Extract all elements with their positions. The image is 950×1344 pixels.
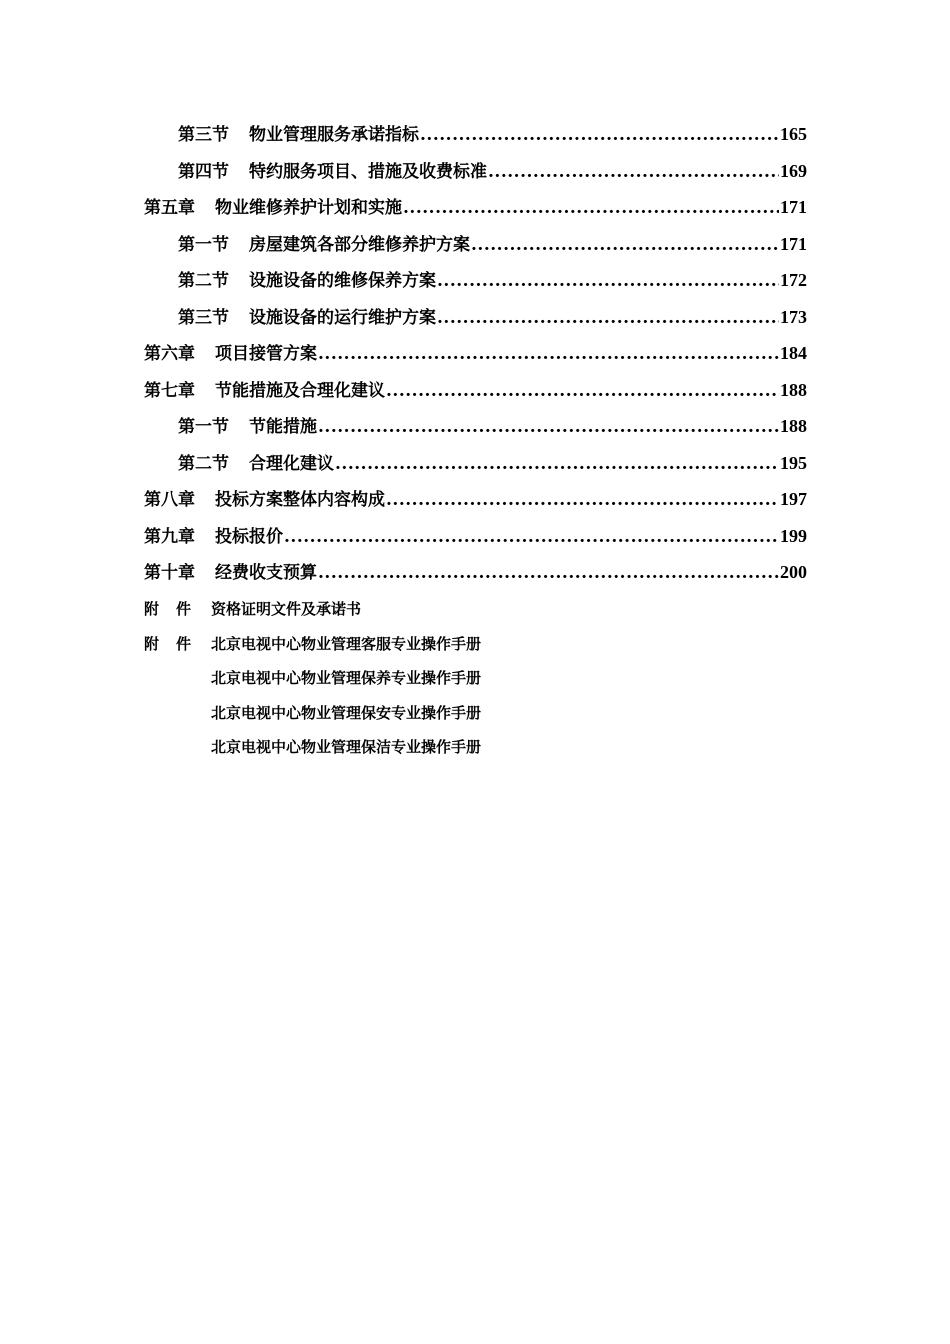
toc-entry-section[interactable] [144, 412, 807, 449]
toc-entry-chapter[interactable] [144, 485, 807, 522]
toc-entry-chapter[interactable] [144, 522, 807, 559]
toc-entry-page: 171 [780, 197, 807, 217]
toc-entry-section[interactable] [144, 266, 807, 303]
appendix-text: 北京电视中心物业管理保洁专业操作手册 [211, 738, 482, 756]
toc-dot-leader [471, 235, 779, 255]
appendix-item [144, 633, 807, 668]
appendix-item [144, 667, 807, 702]
appendix-item [144, 702, 807, 737]
toc-entry-page: 195 [780, 452, 807, 473]
appendix-list [144, 598, 807, 771]
appendix-label: 附件 [144, 600, 209, 618]
toc-dot-leader [420, 125, 779, 145]
toc-dot-leader [335, 454, 779, 474]
toc-entry-title: 节能措施 [249, 417, 317, 437]
toc-entry-page: 173 [780, 306, 807, 327]
toc-dot-leader [318, 417, 779, 437]
toc-entry-chapter[interactable] [144, 558, 807, 595]
appendix-text: 北京电视中心物业管理保养专业操作手册 [211, 669, 482, 687]
toc-entry-section[interactable] [144, 230, 807, 267]
toc-entry-page: 169 [780, 160, 807, 181]
toc-entry-title: 设施设备的维修保养方案 [249, 271, 436, 291]
toc-entry-chapter[interactable] [144, 339, 807, 376]
toc-entry-number: 第八章 [144, 490, 195, 510]
toc-entry-number: 第三节 [178, 125, 229, 145]
toc-entry-title: 特约服务项目、措施及收费标准 [249, 161, 487, 182]
toc-entry-number: 第九章 [144, 526, 195, 547]
appendix-text: 北京电视中心物业管理客服专业操作手册 [211, 634, 482, 653]
toc-entry-number: 第二节 [178, 271, 229, 291]
toc-dot-leader [386, 490, 779, 510]
toc-entry-number: 第七章 [144, 380, 195, 401]
appendix-item [144, 598, 807, 633]
toc-entry-number: 第三节 [178, 307, 229, 328]
toc-entry-number: 第一节 [178, 417, 229, 437]
toc-entry-page: 184 [780, 343, 807, 363]
toc-dot-leader [437, 308, 779, 328]
toc-entry-page: 165 [780, 124, 807, 144]
toc-entry-section[interactable] [144, 449, 807, 486]
toc-dot-leader [386, 381, 779, 401]
toc-dot-leader [488, 162, 779, 182]
toc-entry-number: 第六章 [144, 344, 195, 364]
toc-entry-title: 项目接管方案 [215, 344, 317, 364]
toc-entry-title: 投标报价 [215, 526, 283, 547]
toc-entry-number: 第一节 [178, 234, 229, 255]
appendix-text: 北京电视中心物业管理保安专业操作手册 [211, 703, 482, 722]
toc-entry-title: 物业维修养护计划和实施 [215, 198, 402, 218]
toc-dot-leader [318, 563, 779, 583]
toc-entry-title: 合理化建议 [249, 453, 334, 474]
toc-entry-page: 199 [780, 525, 807, 546]
table-of-contents [144, 120, 807, 595]
toc-entry-title: 物业管理服务承诺指标 [249, 125, 419, 145]
toc-entry-title: 节能措施及合理化建议 [215, 380, 385, 401]
appendix-item [144, 736, 807, 771]
toc-entry-page: 171 [780, 233, 807, 254]
toc-entry-page: 188 [780, 379, 807, 400]
appendix-label: 附件 [144, 634, 209, 653]
toc-entry-number: 第二节 [178, 453, 229, 474]
toc-entry-page: 197 [780, 489, 807, 509]
toc-entry-title: 投标方案整体内容构成 [215, 490, 385, 510]
toc-entry-number: 第十章 [144, 563, 195, 583]
toc-entry-section[interactable] [144, 303, 807, 340]
appendix-text: 资格证明文件及承诺书 [211, 600, 362, 618]
toc-dot-leader [403, 198, 779, 218]
toc-entry-chapter[interactable] [144, 376, 807, 413]
toc-entry-number: 第五章 [144, 198, 195, 218]
toc-dot-leader [437, 271, 779, 291]
toc-entry-section[interactable] [144, 120, 807, 157]
toc-entry-section[interactable] [144, 157, 807, 194]
toc-entry-title: 设施设备的运行维护方案 [249, 307, 436, 328]
toc-entry-chapter[interactable] [144, 193, 807, 230]
toc-entry-title: 房屋建筑各部分维修养护方案 [249, 234, 470, 255]
toc-dot-leader [284, 527, 779, 547]
toc-entry-page: 188 [780, 416, 807, 436]
toc-entry-title: 经费收支预算 [215, 563, 317, 583]
toc-entry-page: 200 [780, 562, 807, 582]
toc-entry-number: 第四节 [178, 161, 229, 182]
toc-entry-page: 172 [780, 270, 807, 290]
toc-dot-leader [318, 344, 779, 364]
